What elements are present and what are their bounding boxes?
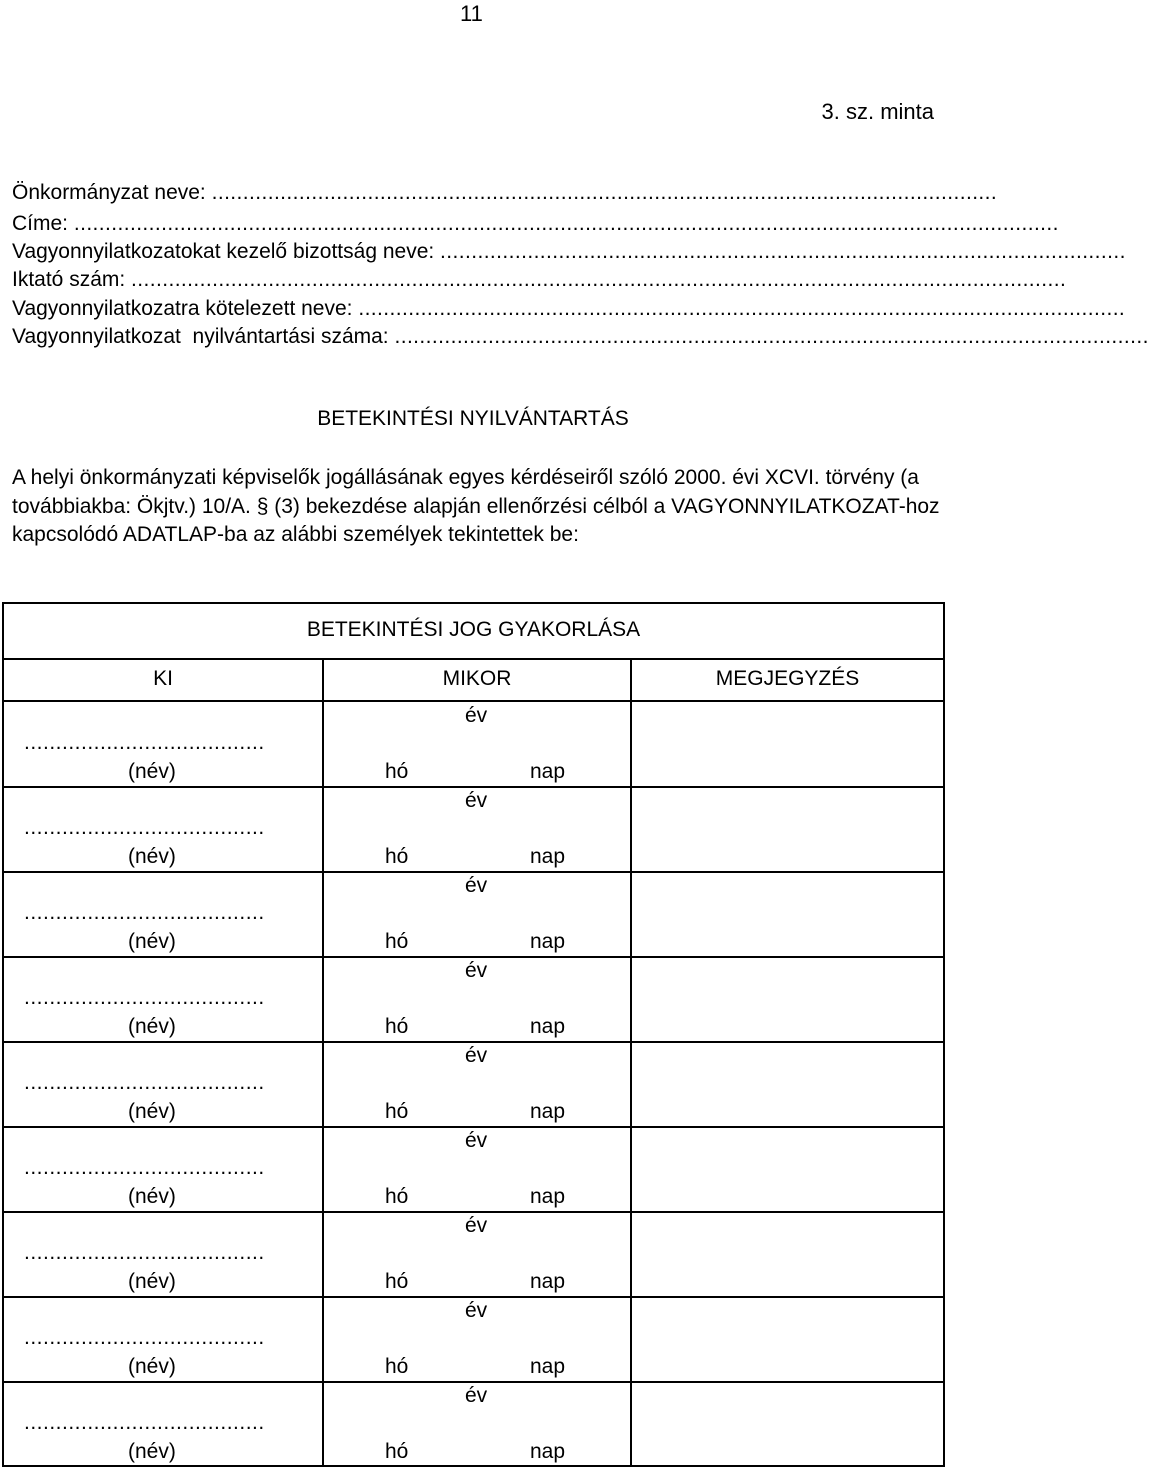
name-hint: (név) [128,930,176,953]
year-label: év [465,1384,488,1407]
section-title: BETEKINTÉSI NYILVÁNTARTÁS [317,407,629,430]
field-fill-line: .............................................................................................................. [440,240,1126,263]
month-label: hó [385,845,409,868]
field-row-filing-number [12,267,1067,293]
column-header-who: KI [153,667,173,690]
year-label: év [465,789,488,812]
table-divider [4,658,943,660]
field-label: Önkormányzat neve: [12,181,212,204]
field-row-obligated-name [12,296,1126,322]
row-divider [4,871,943,873]
day-label: nap [530,1100,566,1123]
table-row [4,1299,943,1384]
year-label: év [465,874,488,897]
month-label: hó [385,930,409,953]
month-label: hó [385,1100,409,1123]
month-label: hó [385,1185,409,1208]
day-label: nap [530,1015,566,1038]
table-row [4,959,943,1044]
day-label: nap [530,1355,566,1378]
field-fill-line: .............................................................................................................................................................. [73,212,1059,235]
name-fill-line: ...................................... [24,731,265,754]
field-row-municipality-name [12,180,998,206]
month-label: hó [385,1355,409,1378]
intro-paragraph: A helyi önkormányzati képviselők jogállásának egyes kérdéseiről szóló 2000. évi XCVI. törvény (a továbbiakba: Ökjtv.) 10/A. § (3) bekezdése alapján ellenőrzési célból a VAGYONNYILATKOZAT-hoz kapcsolódó ADATLAP-ba az alábbi személyek tekintettek be: [12,466,940,546]
row-divider [4,956,943,958]
year-label: év [465,959,488,982]
inspection-record-table [2,602,945,1467]
name-hint: (név) [128,1440,176,1463]
name-hint: (név) [128,1100,176,1123]
row-divider [4,1126,943,1128]
year-label: év [465,1214,488,1237]
page-number: 11 [460,1,483,26]
column-header-when: MIKOR [442,667,512,690]
name-fill-line: ...................................... [24,816,265,839]
sample-label: 3. sz. minta [821,99,934,124]
field-label: Vagyonnyilatkozat nyilvántartási száma: [12,325,395,348]
field-row-committee-name [12,239,1126,265]
day-label: nap [530,845,566,868]
name-hint: (név) [128,1270,176,1293]
row-divider [4,1296,943,1298]
year-label: év [465,1044,488,1067]
field-fill-line: ........................................................................................................................... [358,297,1126,320]
name-hint: (név) [128,1015,176,1038]
row-divider [4,786,943,788]
year-label: év [465,1299,488,1322]
day-label: nap [530,930,566,953]
name-hint: (név) [128,1355,176,1378]
month-label: hó [385,1015,409,1038]
table-divider [4,700,943,702]
day-label: nap [530,1185,566,1208]
year-label: év [465,1129,488,1152]
month-label: hó [385,1440,409,1463]
month-label: hó [385,1270,409,1293]
row-divider [4,1211,943,1213]
name-fill-line: ...................................... [24,986,265,1009]
name-hint: (név) [128,1185,176,1208]
field-label: Címe: [12,212,74,235]
field-fill-line: ......................................................................................................................... [394,325,1149,348]
table-row [4,1214,943,1299]
name-fill-line: ...................................... [24,1241,265,1264]
field-label: Iktató szám: [12,268,132,291]
table-row [4,874,943,959]
month-label: hó [385,760,409,783]
name-fill-line: ...................................... [24,1071,265,1094]
year-label: év [465,704,488,727]
name-fill-line: ...................................... [24,1156,265,1179]
field-label: Vagyonnyilatkozatra kötelezett neve: [12,297,359,320]
table-row [4,1129,943,1214]
field-row-registry-number [12,324,1149,350]
field-fill-line: .............................................................................................................................. [211,181,998,204]
name-hint: (név) [128,845,176,868]
day-label: nap [530,760,566,783]
day-label: nap [530,1440,566,1463]
field-row-address [12,211,1059,237]
name-fill-line: ...................................... [24,901,265,924]
column-header-note: MEGJEGYZÉS [715,667,860,690]
row-divider [4,1381,943,1383]
table-row [4,1044,943,1129]
name-fill-line: ...................................... [24,1411,265,1434]
field-fill-line: ...................................................................................................................................................... [131,268,1067,291]
name-hint: (név) [128,760,176,783]
row-divider [4,1041,943,1043]
table-row [4,704,943,789]
day-label: nap [530,1270,566,1293]
table-title: BETEKINTÉSI JOG GYAKORLÁSA [306,618,641,641]
field-label: Vagyonnyilatkozatokat kezelő bizottság neve: [12,240,441,263]
name-fill-line: ...................................... [24,1326,265,1349]
table-row [4,1384,943,1469]
table-row [4,789,943,874]
